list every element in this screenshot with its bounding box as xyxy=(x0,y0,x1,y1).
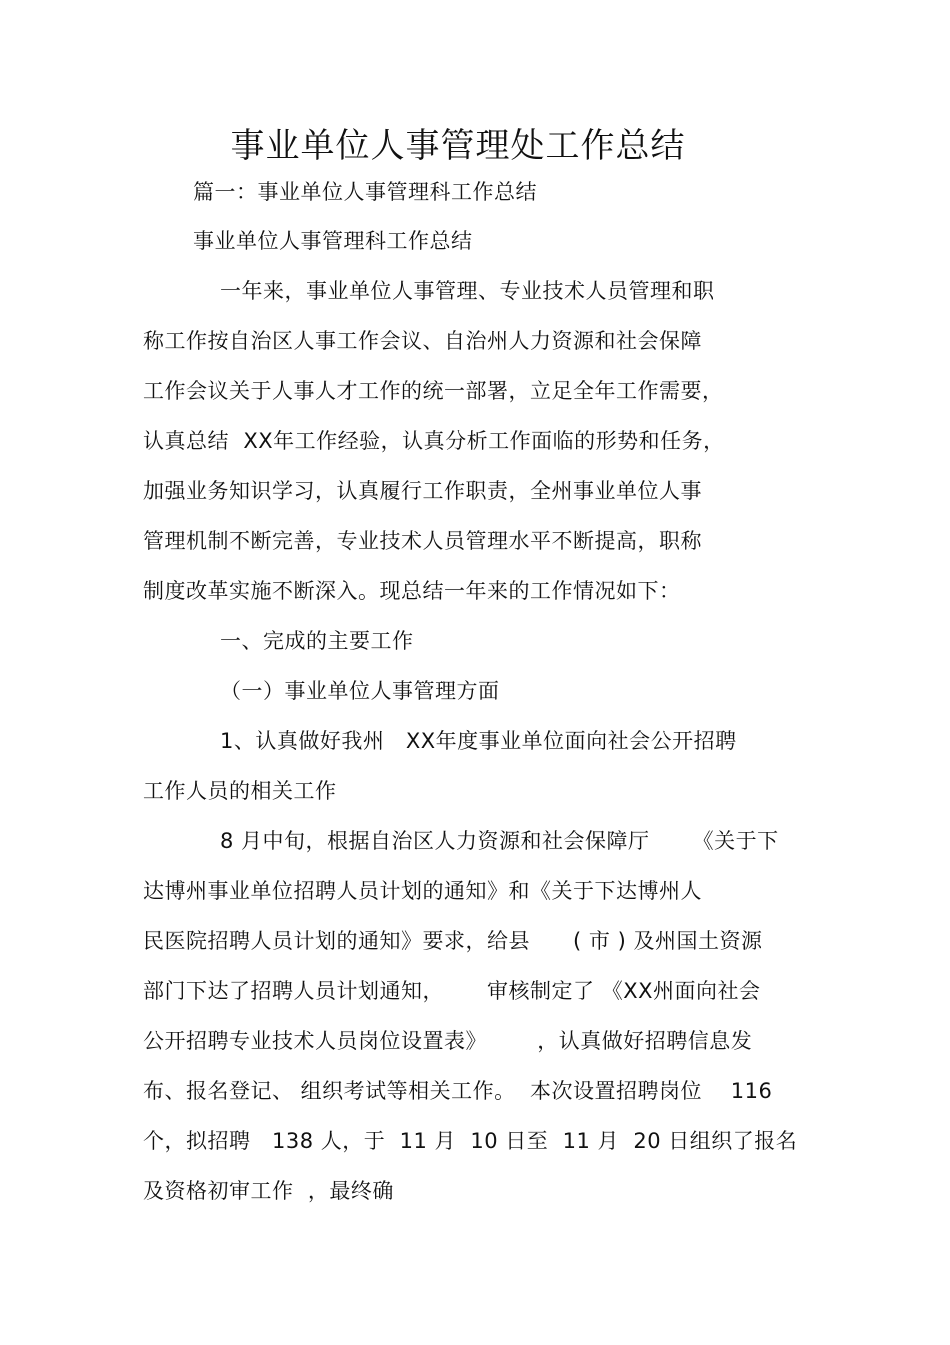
section-heading: 事业单位人事管理科工作总结 xyxy=(193,229,473,253)
item-heading-line: 1、认真做好我州 XX年度事业单位面向社会公开招聘 xyxy=(220,729,737,753)
paragraph-line: 制度改革实施不断深入。现总结一年来的工作情况如下： xyxy=(143,579,681,603)
paragraph-line: 加强业务知识学习，认真履行工作职责，全州事业单位人事 xyxy=(143,479,702,503)
chapter-heading: 篇一：事业单位人事管理科工作总结 xyxy=(193,180,537,204)
paragraph-line: 认真总结 XX年工作经验，认真分析工作面临的形势和任务， xyxy=(143,429,725,453)
paragraph-line: 工作会议关于人事人才工作的统一部署，立足全年工作需要， xyxy=(143,379,724,403)
paragraph-line: 称工作按自治区人事工作会议、自治州人力资源和社会保障 xyxy=(143,329,702,353)
paragraph-line: 达博州事业单位招聘人员计划的通知》和《关于下达博州人 xyxy=(143,879,702,903)
paragraph-line: 民医院招聘人员计划的通知》要求，给县 ( 市 ) 及州国土资源 xyxy=(143,929,763,953)
document-title: 事业单位人事管理处工作总结 xyxy=(230,126,686,166)
subsection-heading: （一）事业单位人事管理方面 xyxy=(220,679,500,703)
subsection-heading: 一、完成的主要工作 xyxy=(220,629,414,653)
paragraph-line: 布、报名登记、 组织考试等相关工作。 本次设置招聘岗位 116 xyxy=(143,1079,773,1103)
paragraph-line: 管理机制不断完善，专业技术人员管理水平不断提高，职称 xyxy=(143,529,702,553)
paragraph-line: 个，拟招聘 138 人，于 11 月 10 日至 11 月 20 日组织了报名 xyxy=(143,1129,798,1153)
paragraph-line: 8 月中旬，根据自治区人力资源和社会保障厅 《关于下 xyxy=(220,829,779,853)
paragraph-line: 部门下达了招聘人员计划通知， 审核制定了 《XX州面向社会 xyxy=(143,979,761,1003)
paragraph-line: 公开招聘专业技术人员岗位设置表》 ，认真做好招聘信息发 xyxy=(143,1029,753,1053)
paragraph-line: 一年来，事业单位人事管理、专业技术人员管理和职 xyxy=(220,279,715,303)
item-heading-line: 工作人员的相关工作 xyxy=(143,779,337,803)
paragraph-line: 及资格初审工作 ，最终确 xyxy=(143,1179,394,1203)
